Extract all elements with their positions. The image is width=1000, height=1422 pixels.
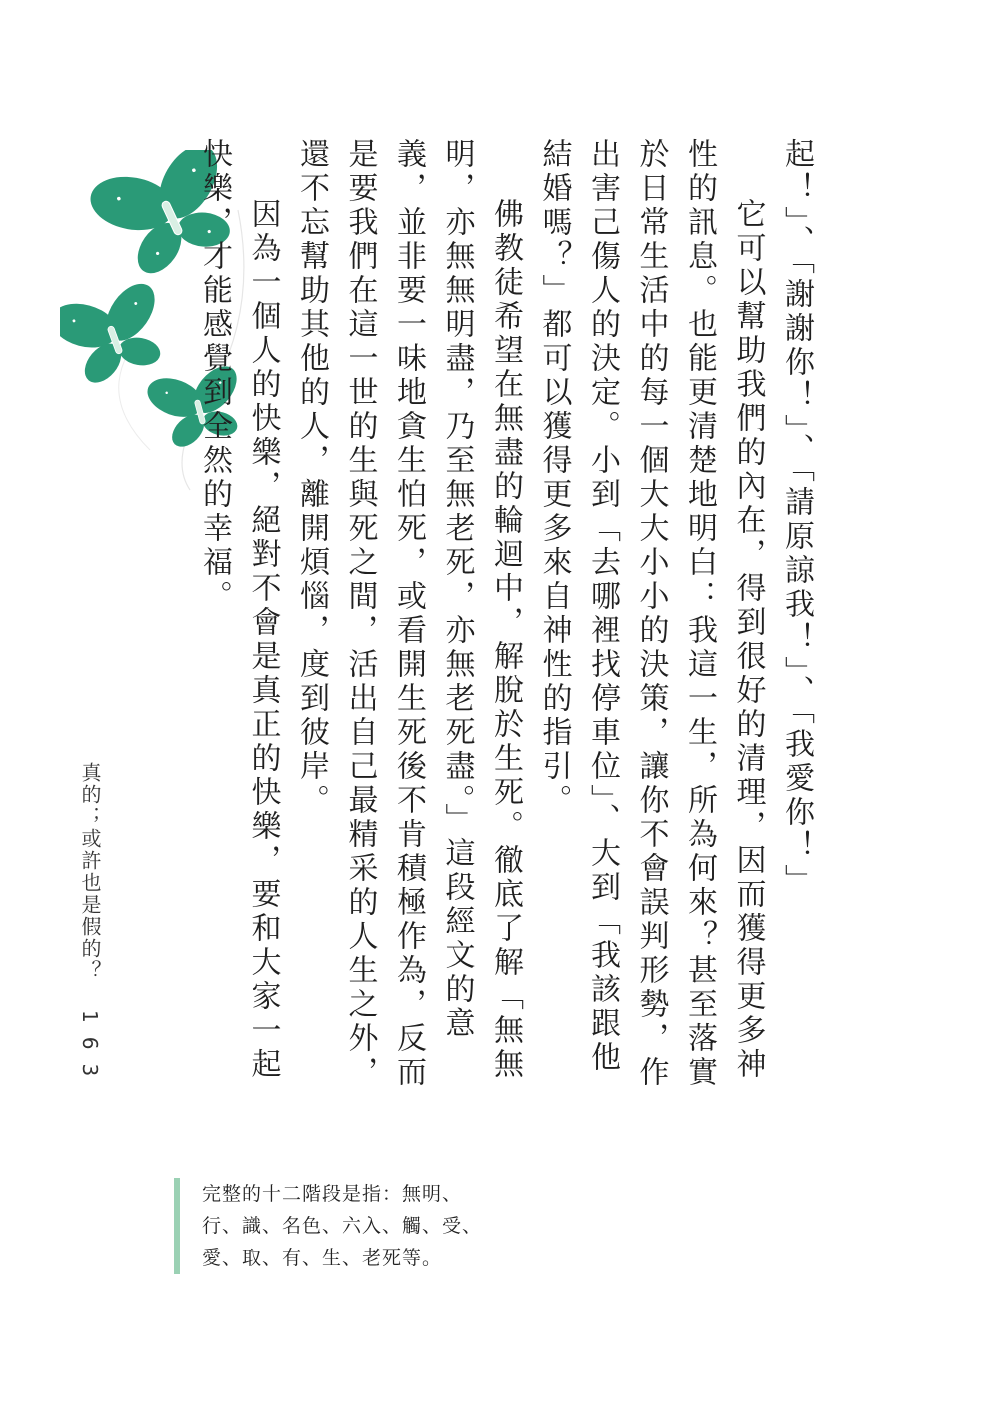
footnote-line: 行、識、名色、六入、觸、受、 [202,1215,483,1237]
paragraph: 佛教徒希望在無盡的輪迴中，解脫於生死。徹底了解「無無明，亦無無明盡，乃至無老死，亦無老死盡。」這段經文的意義，並非要一味地貪生怕死，或看開生死後不肯積極作為，反而是要我們在這一世的生與死之間，活出自己最精采的人生之外，還不忘幫助其他的人，離開煩惱，度到彼岸。 [294,138,523,1090]
paragraph: 它可以幫助我們的內在，得到很好的清理，因而獲得更多神性的訊息。也能更清楚地明白：我這一生，所為何來？甚至落實於日常生活中的每一個大大小小的決策，讓你不會誤判形勢，作出害己傷人的決定。小到「去哪裡找停車位」、大到「我該跟他結婚嗎？」都可以獲得更多來自神性的指引。 [536,138,766,1090]
paragraph: 起！」、「謝謝你！」、「請原諒我！」、「我愛你！」 [779,138,814,898]
footnote [174,1178,482,1274]
paragraph: 因為一個人的快樂，絕對不會是真正的快樂，要和大家一起快樂，才能感覺到全然的幸福。 [197,138,281,1082]
footnote-line: 完整的十二階段是指：無明、 [202,1183,463,1205]
main-text-body [190,138,821,1098]
footnote-line: 愛、取、有、生、老死等。 [202,1247,443,1269]
running-head: 真的；或許也是假的？ [78,762,102,982]
page-number: 163 [78,1010,102,1091]
